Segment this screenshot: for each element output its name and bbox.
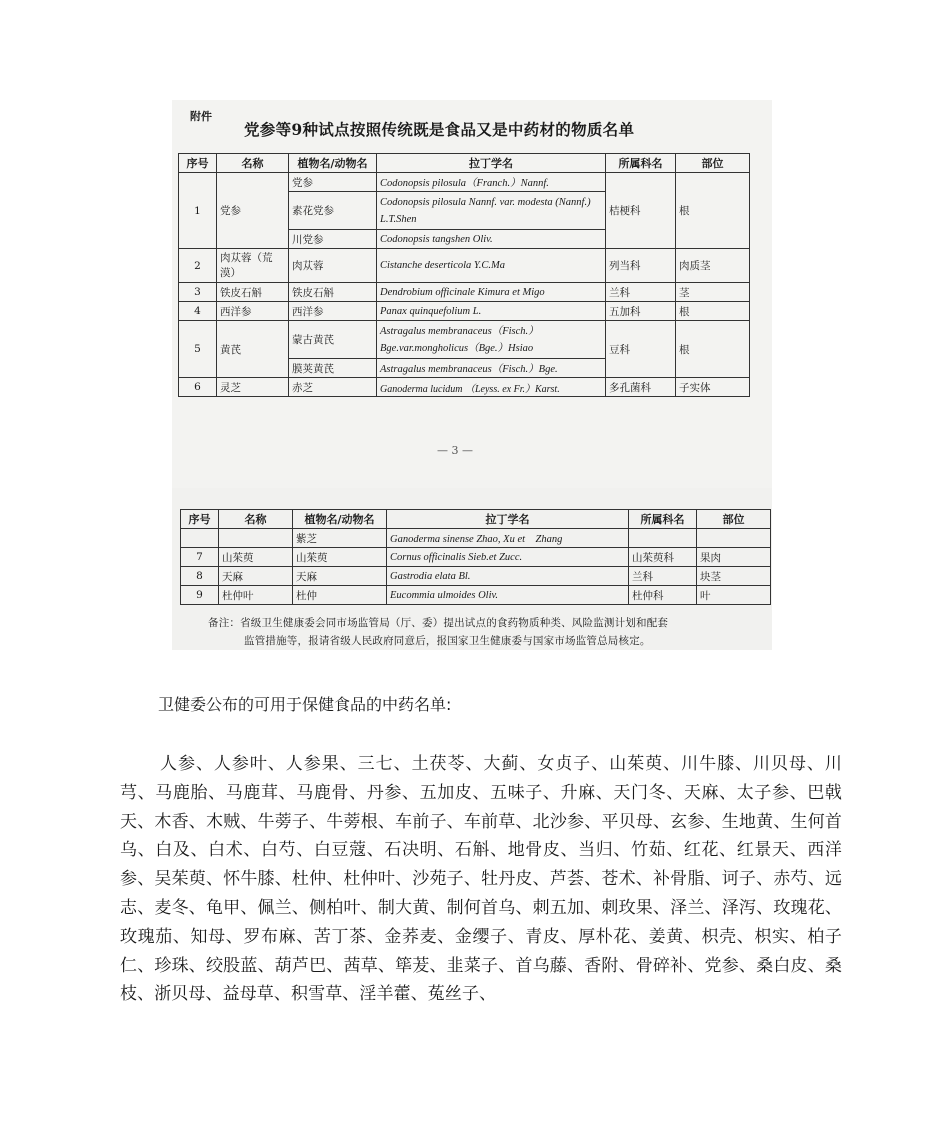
table-row	[181, 548, 771, 567]
cell-name: 铁皮石斛	[217, 283, 289, 302]
cell-latin: Codonopsis pilosula Nannf. var. modesta (Nannf.) L.T.Shen	[377, 192, 606, 230]
header-part: 部位	[676, 154, 750, 173]
header-plant: 植物名/动物名	[289, 154, 377, 173]
attachment-label: 附件	[190, 110, 212, 123]
herb-list-paragraph: 人参、人参叶、人参果、三七、土茯苓、大蓟、女贞子、山茱萸、川牛膝、川贝母、川芎、马鹿胎、马鹿茸、马鹿骨、丹参、五加皮、五味子、升麻、天门冬、天麻、太子参、巴戟天、木香、木贼、牛蒡子、牛蒡根、车前子、车前草、北沙参、平贝母、玄参、生地黄、生何首乌、白及、白术、白芍、白豆蔻、石决明、石斛、地骨皮、当归、竹茹、红花、红景天、西洋参、吴茱萸、怀牛膝、杜仲、杜仲叶、沙苑子、牡丹皮、芦荟、苍术、补骨脂、诃子、赤芍、远志、麦冬、龟甲、佩兰、侧柏叶、制大黄、制何首乌、刺五加、刺玫果、泽兰、泽泻、玫瑰花、玫瑰茄、知母、罗布麻、苦丁茶、金荞麦、金缨子、青皮、厚朴花、姜黄、枳壳、枳实、柏子仁、珍珠、绞股蓝、葫芦巴、茜草、筚茇、韭菜子、首乌藤、香附、骨碎补、党参、桑白皮、桑枝、浙贝母、益母草、积雪草、淫羊藿、菟丝子、	[120, 754, 842, 1005]
substance-table-1	[178, 153, 750, 397]
table-row	[181, 567, 771, 586]
cell-latin: Astragalus membranaceus（Fisch.）Bge.var.mongholicus（Bge.）Hsiao	[377, 321, 606, 359]
cell-name: 杜仲叶	[219, 586, 293, 605]
cell-part: 茎	[676, 283, 750, 302]
table-row	[179, 302, 750, 321]
cell-no: 1	[179, 173, 217, 249]
cell-part: 肉质茎	[676, 249, 750, 283]
header-no: 序号	[181, 510, 219, 529]
cell-no: 6	[179, 378, 217, 397]
cell-plant: 西洋参	[289, 302, 377, 321]
cell-plant: 紫芝	[293, 529, 387, 548]
note-line-2: 监管措施等，报请省级人民政府同意后，报国家卫生健康委与国家市场监管总局核定。	[244, 635, 651, 647]
cell-name: 党参	[217, 173, 289, 249]
header-name: 名称	[219, 510, 293, 529]
cell-name	[219, 529, 293, 548]
note-line-1: 备注：省级卫生健康委会同市场监管局（厅、委）提出试点的食药物质种类、风险监测计划和配套	[208, 617, 669, 629]
header-latin: 拉丁学名	[377, 154, 606, 173]
cell-part: 叶	[697, 586, 771, 605]
header-family: 所属科名	[629, 510, 697, 529]
cell-no: 4	[179, 302, 217, 321]
cell-latin: Panax quinquefolium L.	[377, 302, 606, 321]
cell-part: 根	[676, 173, 750, 249]
table-row	[179, 321, 750, 359]
document-title: 党参等9种试点按照传统既是食品又是中药材的物质名单	[244, 120, 635, 139]
cell-latin: Cornus officinalis Sieb.et Zucc.	[387, 548, 629, 567]
cell-plant: 山茱萸	[293, 548, 387, 567]
cell-name: 灵芝	[217, 378, 289, 397]
cell-plant: 素花党参	[289, 192, 377, 230]
scanned-page-1	[172, 100, 772, 488]
cell-no: 5	[179, 321, 217, 378]
cell-plant: 铁皮石斛	[289, 283, 377, 302]
cell-plant: 蒙古黄芪	[289, 321, 377, 359]
cell-family: 列当科	[606, 249, 676, 283]
cell-family: 多孔菌科	[606, 378, 676, 397]
cell-latin: Cistanche deserticola Y.C.Ma	[377, 249, 606, 283]
cell-family: 兰科	[606, 283, 676, 302]
cell-plant: 赤芝	[289, 378, 377, 397]
table-row	[181, 529, 771, 548]
cell-family: 桔梗科	[606, 173, 676, 249]
header-no: 序号	[179, 154, 217, 173]
cell-latin: Astragalus membranaceus（Fisch.）Bge.	[377, 359, 606, 378]
cell-part: 根	[676, 302, 750, 321]
scanned-page-2	[172, 488, 772, 650]
cell-latin: Eucommia ulmoides Oliv.	[387, 586, 629, 605]
cell-part	[697, 529, 771, 548]
cell-latin: Dendrobium officinale Kimura et Migo	[377, 283, 606, 302]
table-row	[179, 378, 750, 397]
header-name: 名称	[217, 154, 289, 173]
cell-part: 果肉	[697, 548, 771, 567]
cell-name: 山茱萸	[219, 548, 293, 567]
cell-plant: 膜荚黄芪	[289, 359, 377, 378]
cell-plant: 肉苁蓉	[289, 249, 377, 283]
cell-plant: 杜仲	[293, 586, 387, 605]
cell-latin: Gastrodia elata Bl.	[387, 567, 629, 586]
cell-no	[181, 529, 219, 548]
table-row	[179, 249, 750, 283]
cell-name: 黄芪	[217, 321, 289, 378]
cell-no: 8	[181, 567, 219, 586]
cell-latin: Ganoderma lucidum （Leyss. ex Fr.）Karst.	[377, 378, 606, 397]
header-plant: 植物名/动物名	[293, 510, 387, 529]
page-number: — 3 —	[437, 444, 473, 457]
cell-family: 豆科	[606, 321, 676, 378]
cell-name: 肉苁蓉（荒漠）	[217, 249, 289, 283]
cell-family: 杜仲科	[629, 586, 697, 605]
table-header-row	[181, 510, 771, 529]
table-row	[179, 283, 750, 302]
cell-part: 块茎	[697, 567, 771, 586]
cell-plant: 党参	[289, 173, 377, 192]
header-part: 部位	[697, 510, 771, 529]
cell-name: 天麻	[219, 567, 293, 586]
cell-latin: Codonopsis pilosula（Franch.）Nannf.	[377, 173, 606, 192]
cell-latin: Ganoderma sinense Zhao, Xu et Zhang	[387, 529, 629, 548]
cell-no: 7	[181, 548, 219, 567]
cell-no: 3	[179, 283, 217, 302]
cell-part: 子实体	[676, 378, 750, 397]
cell-no: 2	[179, 249, 217, 283]
cell-family: 兰科	[629, 567, 697, 586]
table-note	[208, 614, 758, 650]
cell-plant: 川党参	[289, 230, 377, 249]
cell-plant: 天麻	[293, 567, 387, 586]
cell-part: 根	[676, 321, 750, 378]
cell-family: 五加科	[606, 302, 676, 321]
cell-latin: Codonopsis tangshen Oliv.	[377, 230, 606, 249]
header-latin: 拉丁学名	[387, 510, 629, 529]
cell-family	[629, 529, 697, 548]
section-heading: 卫健委公布的可用于保健食品的中药名单:	[158, 695, 452, 714]
cell-name: 西洋参	[217, 302, 289, 321]
substance-table-2	[180, 509, 771, 605]
cell-no: 9	[181, 586, 219, 605]
table-row	[181, 586, 771, 605]
header-family: 所属科名	[606, 154, 676, 173]
cell-family: 山茱萸科	[629, 548, 697, 567]
table-row	[179, 173, 750, 192]
table-header-row	[179, 154, 750, 173]
